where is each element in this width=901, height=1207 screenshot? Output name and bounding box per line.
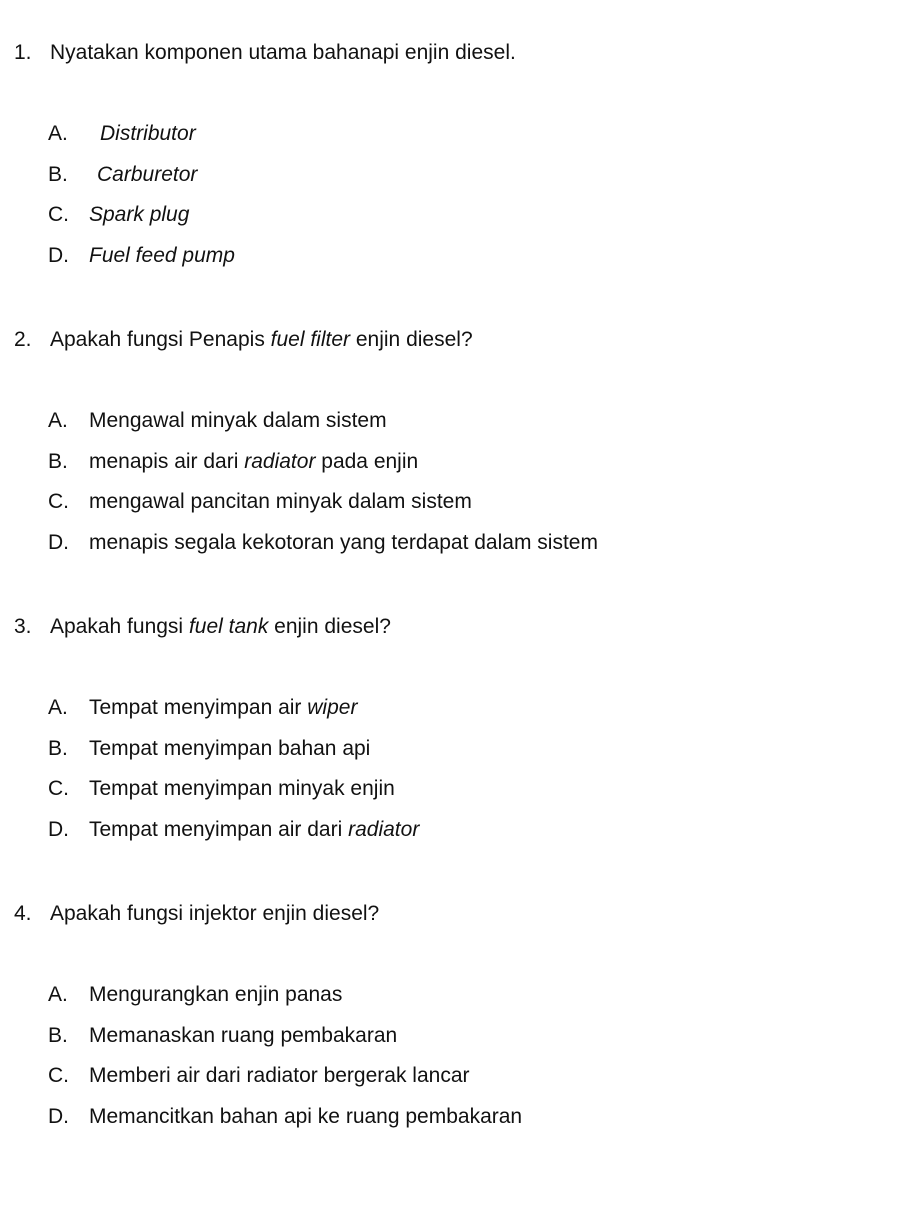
question-number: 3.: [14, 615, 32, 638]
italic-term: fuel filter: [270, 328, 351, 351]
option-text: [89, 408, 387, 434]
option-letter: A.: [48, 409, 68, 432]
option-letter: D.: [48, 531, 69, 554]
italic-term: radiator: [348, 818, 420, 841]
option-letter: D.: [48, 244, 69, 267]
question-text: [50, 327, 473, 353]
option-letter: B.: [48, 737, 68, 760]
option-text: [89, 449, 418, 475]
question-number: 4.: [14, 902, 32, 925]
option-letter: B.: [48, 1024, 68, 1047]
text-segment: Tempat menyimpan air dari: [89, 818, 349, 841]
option-letter: D.: [48, 1105, 69, 1128]
question-number: 1.: [14, 41, 32, 64]
option-text: [89, 1023, 397, 1049]
option-text: [89, 202, 189, 228]
option-text: [100, 121, 196, 147]
text-segment: pada enjin: [315, 450, 419, 473]
option-text: [89, 817, 419, 843]
option-letter: A.: [48, 983, 68, 1006]
option-letter: B.: [48, 450, 68, 473]
italic-term: radiator: [244, 450, 316, 473]
question-text: [50, 901, 379, 927]
text-segment: Tempat menyimpan minyak enjin: [89, 777, 395, 800]
option-letter: B.: [48, 163, 68, 186]
option-letter: C.: [48, 490, 69, 513]
text-segment: mengawal pancitan minyak dalam sistem: [89, 490, 472, 513]
option-letter: C.: [48, 1064, 69, 1087]
option-text: [89, 736, 370, 762]
option-text: [89, 243, 235, 269]
text-segment: Tempat menyimpan air: [89, 696, 308, 719]
italic-term: Fuel feed pump: [89, 244, 235, 267]
text-segment: Memancitkan bahan api ke ruang pembakaran: [89, 1105, 523, 1128]
italic-term: wiper: [307, 696, 358, 719]
question-number: 2.: [14, 328, 32, 351]
text-segment: Memberi air dari radiator bergerak lancar: [89, 1064, 470, 1087]
text-segment: Apakah fungsi injektor enjin diesel?: [50, 902, 380, 925]
text-segment: Mengawal minyak dalam sistem: [89, 409, 387, 432]
text-segment: Apakah fungsi: [50, 615, 189, 638]
option-letter: A.: [48, 696, 68, 719]
text-segment: Apakah fungsi Penapis: [50, 328, 271, 351]
text-segment: enjin diesel?: [268, 615, 391, 638]
option-letter: C.: [48, 203, 69, 226]
option-text: [89, 489, 472, 515]
option-letter: A.: [48, 122, 68, 145]
text-segment: Memanaskan ruang pembakaran: [89, 1024, 398, 1047]
italic-term: fuel tank: [188, 615, 269, 638]
question-text: [50, 614, 391, 640]
text-segment: Tempat menyimpan bahan api: [89, 737, 371, 760]
text-segment: Nyatakan komponen utama bahanapi enjin diesel.: [50, 41, 516, 64]
option-text: [89, 982, 342, 1008]
question-text: [50, 40, 516, 66]
text-segment: menapis air dari: [89, 450, 245, 473]
option-text: [89, 776, 395, 802]
option-text: [89, 530, 598, 556]
option-text: [97, 162, 197, 188]
italic-term: Spark plug: [89, 203, 190, 226]
italic-term: Carburetor: [97, 163, 198, 186]
italic-term: Distributor: [100, 122, 196, 145]
text-segment: Mengurangkan enjin panas: [89, 983, 343, 1006]
option-letter: C.: [48, 777, 69, 800]
option-text: [89, 1104, 522, 1130]
text-segment: enjin diesel?: [350, 328, 473, 351]
text-segment: menapis segala kekotoran yang terdapat dalam sistem: [89, 531, 598, 554]
option-text: [89, 1063, 470, 1089]
option-text: [89, 695, 357, 721]
option-letter: D.: [48, 818, 69, 841]
